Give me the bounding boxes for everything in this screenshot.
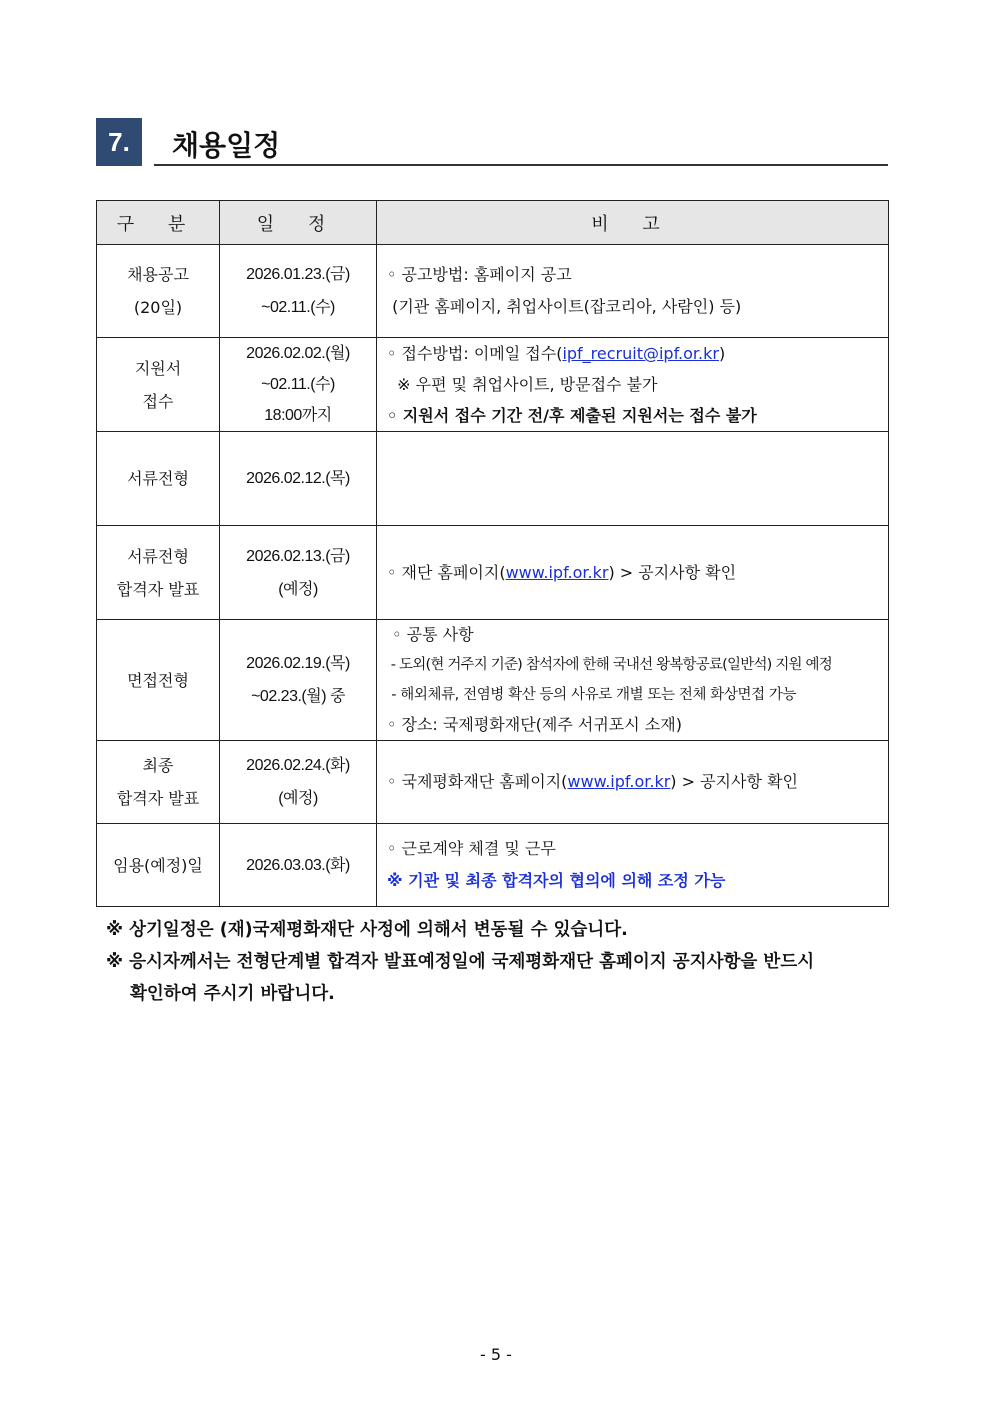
remark-empty (377, 432, 889, 526)
remark-text: ◦ 공통 사항 (387, 625, 474, 644)
category-text: 접수 (142, 391, 174, 411)
section-title: 채용일정 (172, 129, 281, 162)
schedule-text: 2026.02.12.(목) (246, 470, 350, 487)
remark-text: ) > 공지사항 확인 (608, 562, 737, 582)
remark-text: ◦ 공고방법: 홈페이지 공고 (387, 265, 572, 284)
page-number: - 5 - (480, 1345, 512, 1364)
schedule-text: ~02.23.(월) 중 (251, 688, 345, 705)
category-text: 합격자 발표 (116, 579, 200, 599)
section-number: 7. (96, 118, 142, 166)
category-text: 채용공고 (127, 265, 189, 284)
schedule-text: (예정) (278, 790, 318, 807)
schedule-text: ~02.11.(수) (261, 299, 335, 316)
table-row (97, 245, 889, 338)
schedule-text: 2026.02.19.(목) (246, 655, 350, 672)
remark-notice: ※ 기관 및 최종 합격자의 협의에 의해 조정 가능 (387, 871, 726, 890)
remark-text: ) (718, 344, 726, 363)
schedule-text: (예정) (278, 580, 318, 598)
section-heading (96, 118, 888, 168)
category-text: 최종 (142, 756, 174, 775)
header-schedule: 일 정 (220, 201, 377, 245)
schedule-text: 2026.03.03.(화) (246, 856, 350, 874)
table-row (97, 526, 889, 620)
note-text: ※ 응시자께서는 전형단계별 합격자 발표예정일에 국제평화재단 홈페이지 공지사항을 반드시 (106, 952, 815, 972)
remark-text: - 도외(현 거주지 기준) 참석자에 한해 국내선 왕복항공료(일반석) 지원 예정 (387, 657, 832, 673)
remark-text: - 해외체류, 전염병 확산 등의 사유로 개별 또는 전체 화상면접 가능 (387, 687, 797, 703)
remark-text: ) > 공지사항 확인 (670, 772, 798, 791)
remark-text: ◦ 국제평화재단 홈페이지( (387, 772, 568, 791)
schedule-text: 2026.02.02.(월) (246, 345, 350, 362)
remark-text: (기관 홈페이지, 취업사이트(잡코리아, 사람인) 등) (387, 297, 742, 316)
category-text: 서류전형 (127, 546, 189, 566)
remark-text: ※ 우편 및 취업사이트, 방문접수 불가 (387, 375, 658, 394)
category-text: 임용(예정)일 (113, 855, 203, 875)
header-remarks: 비 고 (377, 201, 889, 245)
schedule-text: 2026.02.13.(금) (246, 547, 350, 565)
schedule-text: ~02.11.(수) (261, 376, 335, 393)
note-text: 확인하여 주시기 바랍니다. (130, 984, 335, 1004)
table-row (97, 432, 889, 526)
remark-text: ◦ 근로계약 체결 및 근무 (387, 839, 556, 858)
table-row (97, 824, 889, 907)
remark-warning: ◦ 지원서 접수 기간 전/후 제출된 지원서는 접수 불가 (387, 406, 757, 425)
category-text: 면접전형 (127, 670, 189, 690)
homepage-link[interactable]: www.ipf.or.kr (505, 562, 609, 582)
homepage-link[interactable]: www.ipf.or.kr (567, 772, 671, 791)
category-text: 지원서 (134, 358, 182, 378)
remark-text: ◦ 재단 홈페이지( (387, 562, 506, 582)
category-text: 서류전형 (127, 469, 189, 488)
schedule-text: 18:00까지 (264, 407, 332, 424)
category-text: 합격자 발표 (116, 789, 200, 808)
notes (106, 914, 906, 1010)
schedule-table (96, 200, 889, 907)
note-text: ※ 상기일정은 (재)국제평화재단 사정에 의해서 변동될 수 있습니다. (106, 920, 628, 940)
schedule-text: 2026.02.24.(화) (246, 757, 350, 774)
table-row (97, 338, 889, 432)
table-header-row (97, 201, 889, 245)
category-text: (20일) (133, 298, 183, 317)
remark-text: ◦ 장소: 국제평화재단(제주 서귀포시 소재) (387, 715, 682, 734)
schedule-text: 2026.01.23.(금) (246, 266, 350, 283)
table-row (97, 620, 889, 741)
email-link[interactable]: ipf_recruit@ipf.or.kr (562, 344, 719, 363)
remark-text: ◦ 접수방법: 이메일 접수( (387, 344, 563, 363)
title-underline (154, 164, 888, 166)
table-row (97, 741, 889, 824)
header-category: 구 분 (97, 201, 220, 245)
